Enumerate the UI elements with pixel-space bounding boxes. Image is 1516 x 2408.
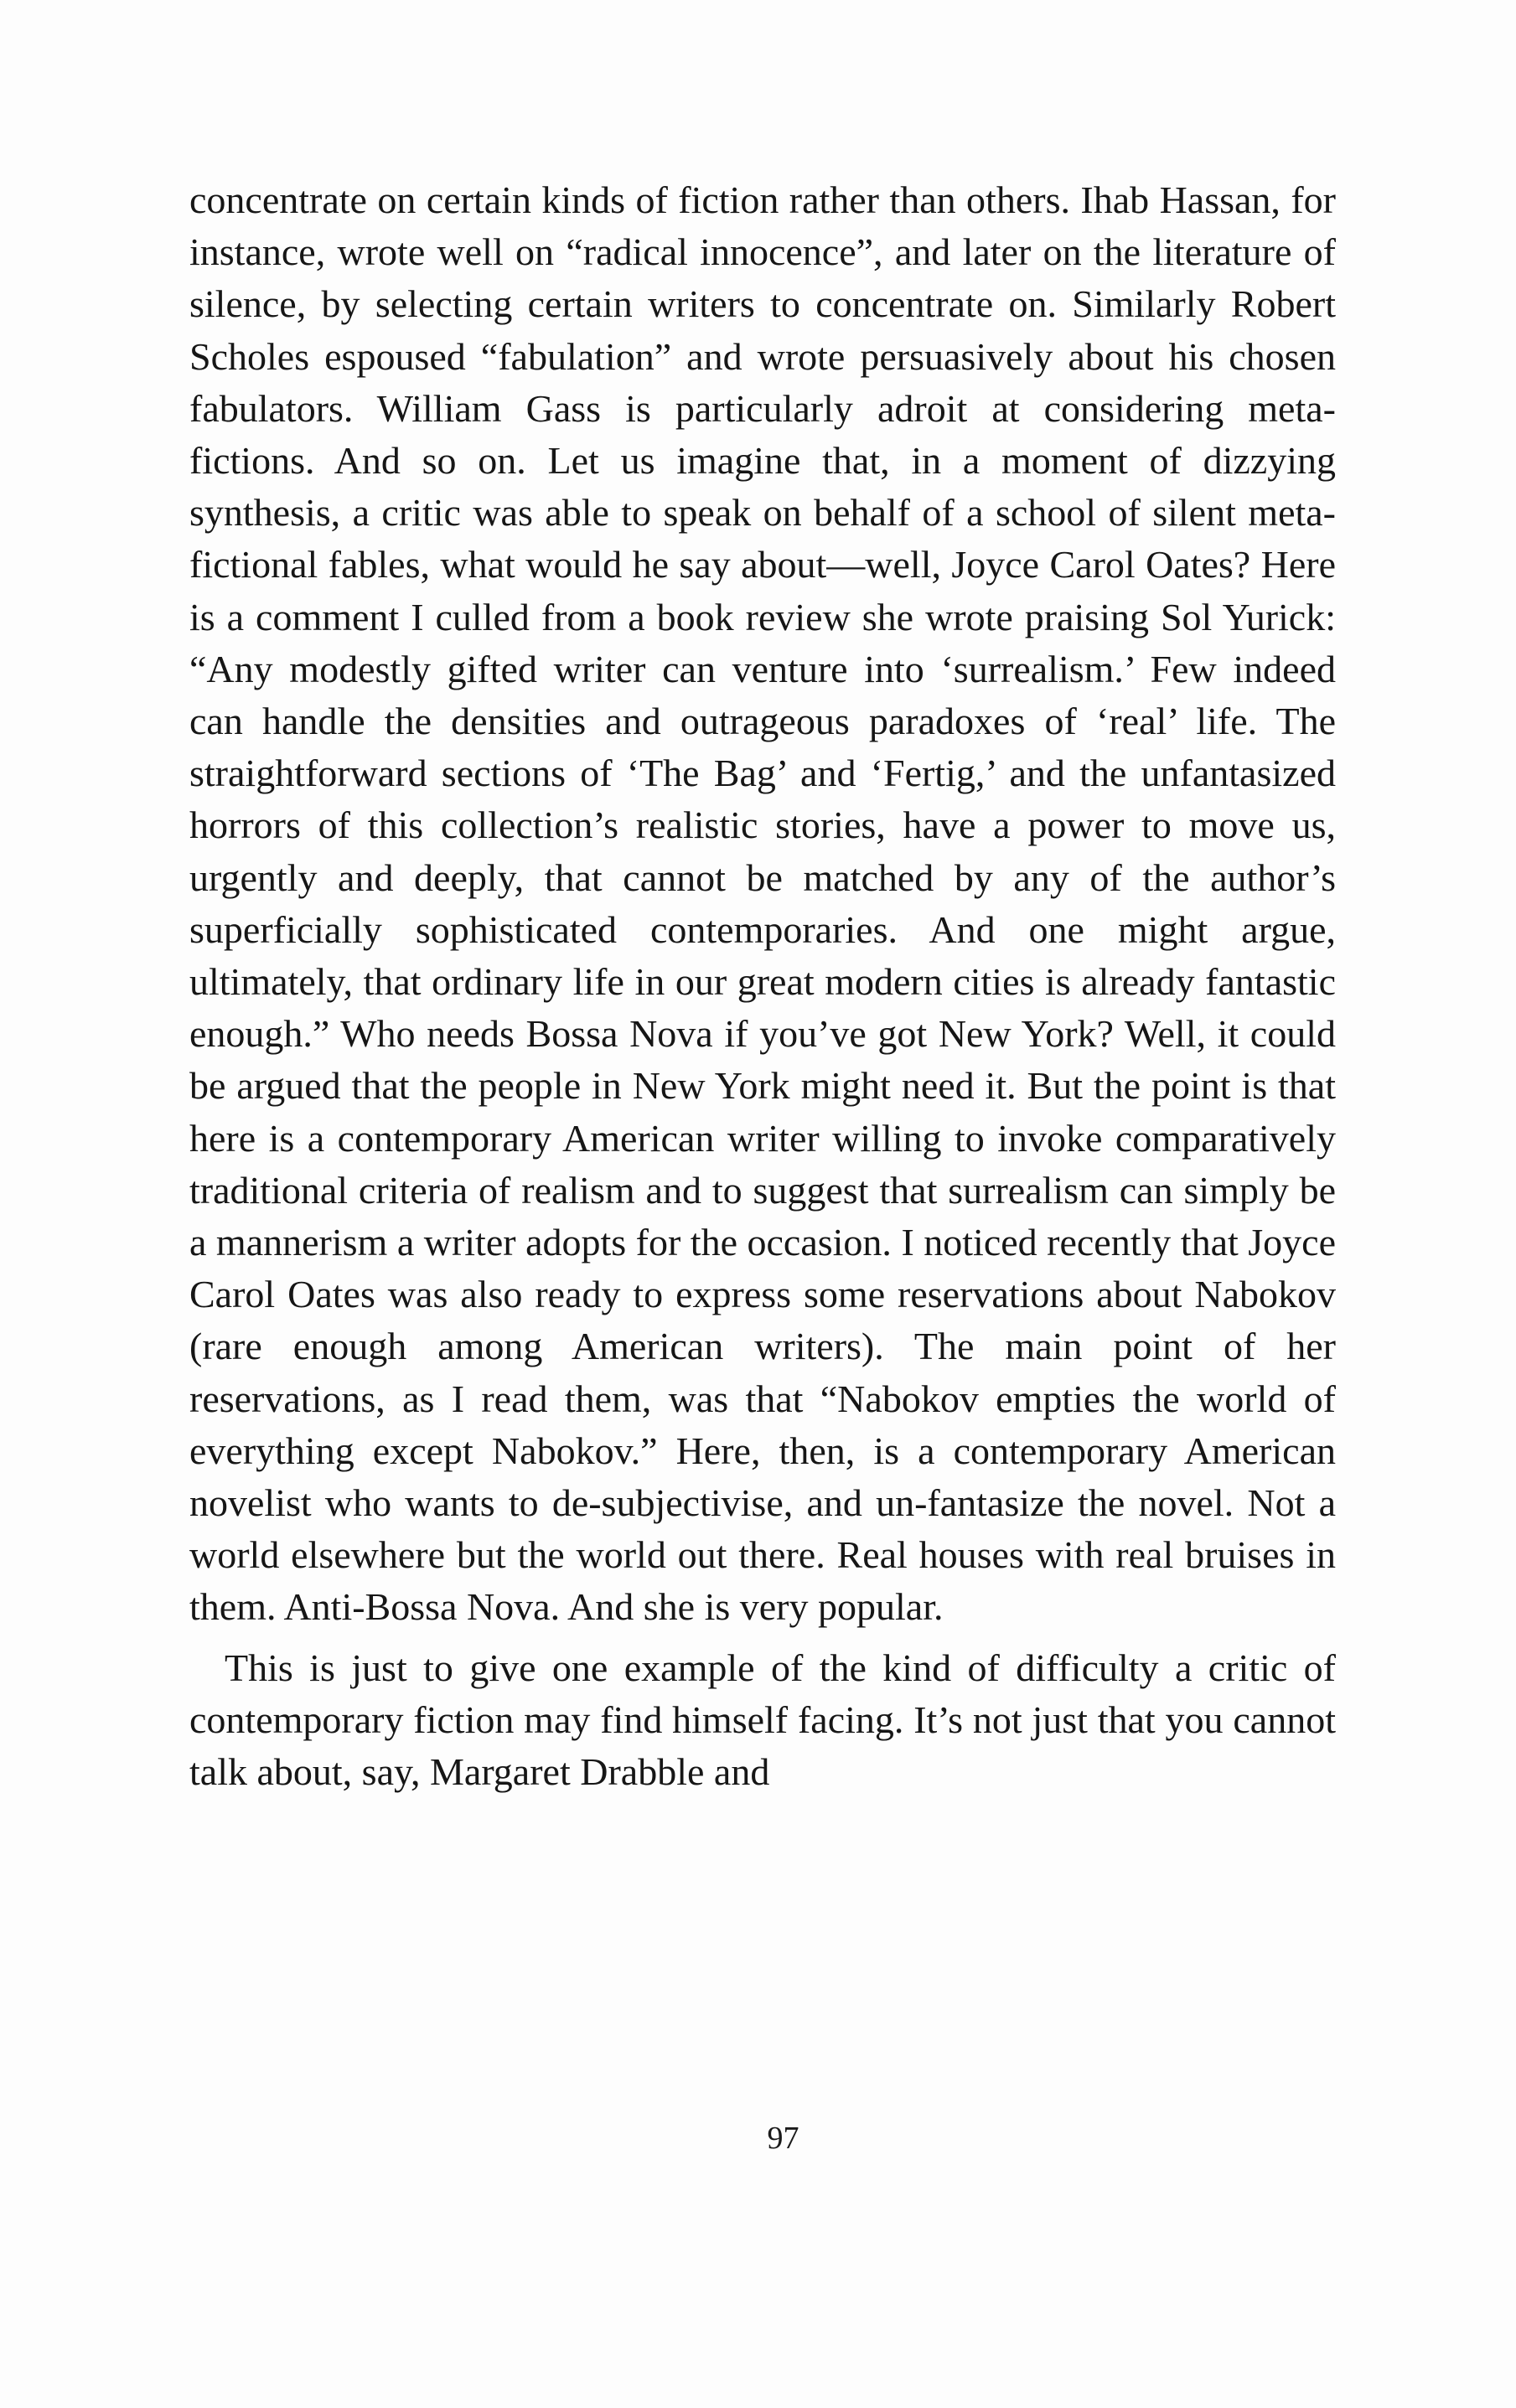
paragraph-1: concentrate on certain kinds of fiction rather than others. Ihab Hassan, for instance, wrote well on “radical innocence”, and later on the literature of silence, by selecting certain writers to concentrate on. Similarly Robert Scholes espoused “fabulation” and wrote persuasively about his chosen fabulators. William Gass is particularly adroit at considering meta-fictions. And so on. Let us imagine that, in a moment of dizzying synthesis, a critic was able to speak on behalf of a school of silent meta-fictional fables, what would he say about—well, Joyce Carol Oates? Here is a comment I culled from a book review she wrote praising Sol Yurick: “Any modestly gifted writer can venture into ‘surrealism.’ Few indeed can handle the densities and outrageous paradoxes of ‘real’ life. The straightforward sections of ‘The Bag’ and ‘Fertig,’ and the unfantasized horrors of this collection’s realistic stories, have a power to move us, urgently and deeply, that cannot be matched by any of the author’s superficially sophisticated contemporaries. And one might argue, ultimately, that ordinary life in our great modern cities is already fantastic enough.” Who needs Bossa Nova if you’ve got New York? Well, it could be argued that the people in New York might need it. But the point is that here is a contemporary American writer willing to invoke comparatively traditional criteria of realism and to suggest that surrealism can simply be a mannerism a writer adopts for the occasion. I noticed recently that Joyce Carol Oates was also ready to express some reservations about Nabokov (rare enough among American writers). The main point of her reservations, as I read them, was that “Nabokov empties the world of everything except Nabokov.” Here, then, is a contemporary American novelist who wants to de-subjectivise, and un-fantasize the novel. Not a world elsewhere but the world out there. Real houses with real bruises in them. Anti-Bossa Nova. And she is very popular. bbox=[189, 178, 1336, 1629]
paragraph-2: This is just to give one example of the kind of difficulty a critic of contemporary fiction may find himself facing. It’s not just that you cannot talk about, say, Margaret Drabble and bbox=[189, 1646, 1336, 1794]
page-number: 97 bbox=[767, 2121, 799, 2156]
body-text bbox=[189, 174, 1336, 1798]
